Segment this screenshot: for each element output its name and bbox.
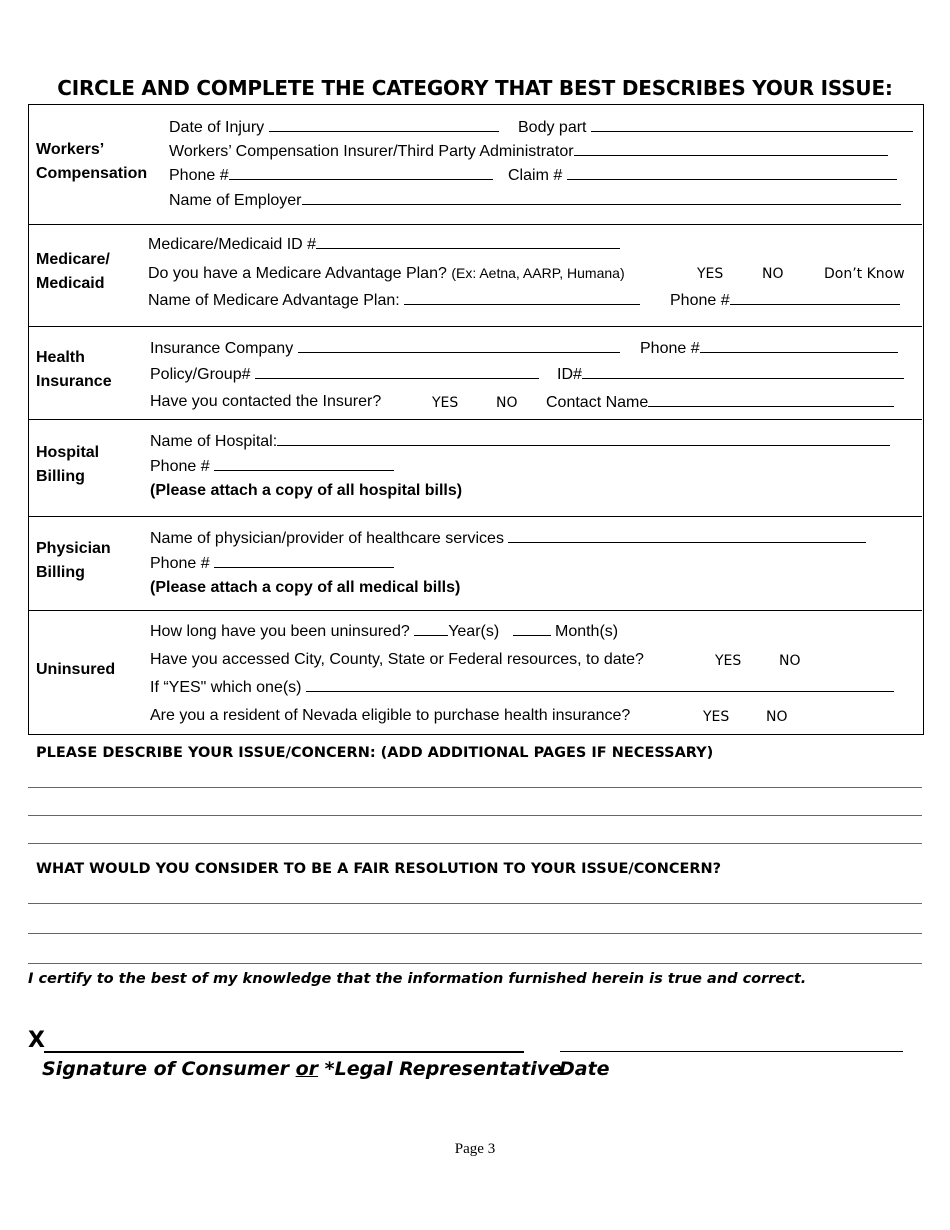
category-label: Compensation <box>36 165 148 182</box>
resident-question: Are you a resident of Nevada eligible to purchase health insurance? <box>150 707 631 724</box>
resident-no-option[interactable]: NO <box>766 709 788 725</box>
body-part-field[interactable] <box>591 117 913 132</box>
contacted-no-option[interactable]: NO <box>496 395 518 411</box>
signature-x-mark: X <box>28 1028 45 1053</box>
category-label: Hospital <box>36 444 100 461</box>
describe-heading: PLEASE DESCRIBE YOUR ISSUE/CONCERN: (ADD ADDITIONAL PAGES IF NECESSARY) <box>36 745 714 761</box>
employer-label: Name of Employer <box>169 192 302 209</box>
category-label: Health <box>36 349 85 366</box>
category-uninsured[interactable]: Uninsured <box>36 661 116 678</box>
claim-field[interactable] <box>567 165 897 180</box>
certification-statement: I certify to the best of my knowledge that the information furnished herein is true and correct. <box>28 971 807 987</box>
phone-label: Phone # <box>640 340 700 357</box>
category-health-insurance[interactable] <box>36 346 112 394</box>
months-label: Month(s) <box>554 623 619 640</box>
body-part-label: Body part <box>518 119 587 136</box>
plan-name-field[interactable] <box>404 290 640 305</box>
how-long-question: How long have you been uninsured? <box>150 623 410 640</box>
advantage-examples: (Ex: Aetna, AARP, Humana) <box>451 265 625 281</box>
years-field[interactable] <box>414 621 448 636</box>
id-field[interactable] <box>582 364 904 379</box>
page-number: Page 3 <box>454 1141 496 1157</box>
accessed-no-option[interactable]: NO <box>779 653 801 669</box>
which-resources-field[interactable] <box>306 677 894 692</box>
contact-name-field[interactable] <box>648 392 894 407</box>
advantage-dont-know-option[interactable]: Don’t Know <box>824 266 905 282</box>
resolution-line[interactable] <box>28 963 922 964</box>
date-line[interactable] <box>560 1051 903 1052</box>
plan-name-label: Name of Medicare Advantage Plan: <box>148 292 400 309</box>
describe-line[interactable] <box>28 843 922 844</box>
signature-label-prefix: Signature of Consumer <box>42 1058 296 1080</box>
row-divider <box>28 516 922 517</box>
signature-label <box>42 1058 562 1080</box>
signature-label-or: or <box>295 1058 319 1080</box>
phone-field[interactable] <box>214 456 394 471</box>
insurer-label: Workers’ Compensation Insurer/Third Party Administrator <box>169 143 574 160</box>
medical-bills-note: (Please attach a copy of all medical bills) <box>150 579 461 596</box>
row-divider <box>28 610 922 611</box>
phone-field[interactable] <box>229 165 493 180</box>
insurance-company-field[interactable] <box>298 338 620 353</box>
hospital-bills-note: (Please attach a copy of all hospital bills) <box>150 482 463 499</box>
medicare-id-field[interactable] <box>316 234 620 249</box>
phone-label: Phone # <box>150 458 210 475</box>
advantage-yes-option[interactable]: YES <box>697 266 724 282</box>
years-label: Year(s) <box>448 623 500 640</box>
phone-field[interactable] <box>214 553 394 568</box>
claim-label: Claim # <box>508 167 563 184</box>
which-resources-label: If “YES" which one(s) <box>150 679 302 696</box>
medicare-id-label: Medicare/Medicaid ID # <box>148 236 317 253</box>
category-label: Billing <box>36 564 85 581</box>
category-label: Insurance <box>36 373 112 390</box>
page-title: CIRCLE AND COMPLETE THE CATEGORY THAT BEST DESCRIBES YOUR ISSUE: <box>57 76 893 100</box>
resolution-heading: WHAT WOULD YOU CONSIDER TO BE A FAIR RESOLUTION TO YOUR ISSUE/CONCERN? <box>36 861 722 877</box>
advantage-question: Do you have a Medicare Advantage Plan? <box>148 265 447 282</box>
resolution-line[interactable] <box>28 903 922 904</box>
hospital-name-field[interactable] <box>277 431 890 446</box>
category-hospital-billing[interactable] <box>36 441 99 489</box>
physician-name-label: Name of physician/provider of healthcare services <box>150 530 504 547</box>
category-label: Medicare/ <box>36 251 110 268</box>
describe-line[interactable] <box>28 787 922 788</box>
policy-field[interactable] <box>255 364 539 379</box>
accessed-question: Have you accessed City, County, State or Federal resources, to date? <box>150 651 644 668</box>
advantage-no-option[interactable]: NO <box>762 266 784 282</box>
employer-field[interactable] <box>302 190 901 205</box>
category-label: Medicaid <box>36 275 105 292</box>
describe-line[interactable] <box>28 815 922 816</box>
contacted-yes-option[interactable]: YES <box>432 395 459 411</box>
phone-field[interactable] <box>730 290 900 305</box>
phone-field[interactable] <box>700 338 898 353</box>
signature-line[interactable] <box>44 1051 524 1053</box>
id-label: ID# <box>557 366 582 383</box>
category-label: Billing <box>36 468 85 485</box>
row-divider <box>28 326 922 327</box>
signature-label-suffix: *Legal Representative <box>318 1058 563 1080</box>
insurance-company-label: Insurance Company <box>150 340 294 357</box>
date-label: Date <box>559 1058 610 1080</box>
months-field[interactable] <box>513 621 551 636</box>
phone-label: Phone # <box>169 167 229 184</box>
date-of-injury-label: Date of Injury <box>169 119 265 136</box>
accessed-yes-option[interactable]: YES <box>715 653 742 669</box>
contact-name-label: Contact Name <box>546 394 649 411</box>
category-medicare[interactable] <box>36 248 110 296</box>
category-physician-billing[interactable] <box>36 537 111 585</box>
resident-yes-option[interactable]: YES <box>703 709 730 725</box>
category-label: Workers’ <box>36 141 105 158</box>
contacted-question: Have you contacted the Insurer? <box>150 393 382 410</box>
phone-label: Phone # <box>670 292 730 309</box>
category-workers-comp[interactable] <box>36 138 147 186</box>
date-of-injury-field[interactable] <box>269 117 499 132</box>
insurer-field[interactable] <box>574 141 888 156</box>
resolution-line[interactable] <box>28 933 922 934</box>
row-divider <box>28 419 922 420</box>
physician-name-field[interactable] <box>508 528 866 543</box>
policy-label: Policy/Group# <box>150 366 251 383</box>
category-label: Physician <box>36 540 111 557</box>
row-divider <box>28 224 922 225</box>
hospital-name-label: Name of Hospital: <box>150 433 278 450</box>
phone-label: Phone # <box>150 555 210 572</box>
